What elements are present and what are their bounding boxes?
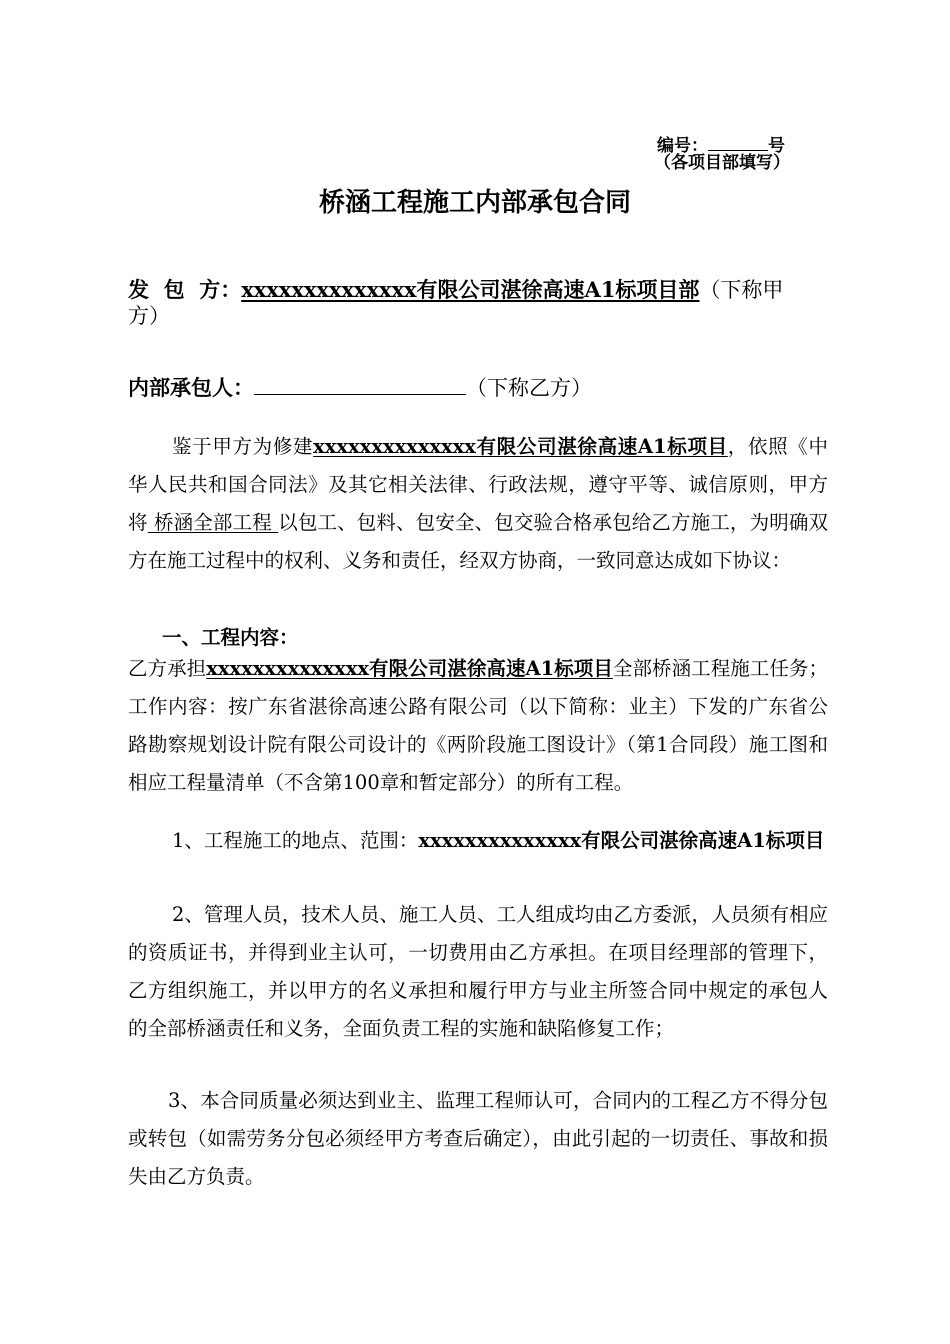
intro-text-1: 鉴于甲方为修建 (172, 435, 314, 458)
party-b-line (128, 372, 592, 402)
party-a-suffix-cont: 方） (128, 304, 170, 328)
section-1-text-1: 乙方承担 (128, 657, 207, 680)
party-a-suffix: （下称甲 (699, 278, 784, 302)
party-a-line (128, 274, 783, 304)
intro-text-2: ，依照《中华人民共和国合同法》及其它相关法律、行政法规，遵守平等、诚信原则，甲方将 (128, 435, 828, 534)
page-title: 桥涵工程施工内部承包合同 (318, 188, 631, 218)
intro-scope: 桥涵全部工程 (147, 511, 279, 534)
party-a-label: 发 包 方： (128, 277, 242, 302)
party-b-suffix: （下称乙方） (466, 376, 592, 400)
intro-company: xxxxxxxxxxxxxx有限公司湛徐高速A1标项目 (313, 435, 728, 458)
contract-number-label: 编号： (657, 136, 708, 156)
party-b-label: 内部承包人： (128, 375, 254, 400)
item-1-text: 1、工程施工的地点、范围： (172, 829, 419, 852)
contract-number-note: （各项目部填写） (654, 153, 790, 173)
item-1 (128, 822, 828, 860)
intro-paragraph (128, 428, 828, 580)
intro-text-3: 以包工、包料、包安全、包交验合格承包给乙方施工，为明确双方在施工过程中的权利、义务和责任，经双方协商，一致同意达成如下协议： (128, 511, 828, 572)
party-b-blank (254, 372, 466, 395)
section-1-text-2: 全部桥涵工程施工任务；工作内容：按广东省湛徐高速公路有限公司（以下简称：业主）下发的广东省公路勘察规划设计院有限公司设计的《两阶段施工图设计》（第1合同段）施工图和相应工程量清单（不含第100章和暂定部分）的所有工程。 (128, 657, 828, 794)
party-a-name: xxxxxxxxxxxxxx有限公司湛徐高速A1标项目部 (241, 277, 700, 302)
section-1-paragraph (128, 650, 828, 802)
section-1-heading: 一、工程内容： (162, 626, 299, 649)
item-3: 3、本合同质量必须达到业主、监理工程师认可，合同内的工程乙方不得分包或转包（如需劳务分包必须经甲方考查后确定），由此引起的一切责任、事故和损失由乙方负责。 (128, 1089, 828, 1188)
section-1-company: xxxxxxxxxxxxxx有限公司湛徐高速A1标项目 (206, 657, 613, 680)
contract-number-suffix: 号 (768, 136, 785, 156)
item-2: 2、管理人员，技术人员、施工人员、工人组成均由乙方委派，人员须有相应的资质证书，并得到业主认可，一切费用由乙方承担。在项目经理部的管理下，乙方组织施工，并以甲方的名义承担和履行甲方与业主所签合同中规定的承包人的全部桥涵责任和义务，全面负责工程的实施和缺陷修复工作； (128, 903, 828, 1040)
item-1-location: xxxxxxxxxxxxxx有限公司湛徐高速A1标项目 (418, 829, 825, 852)
